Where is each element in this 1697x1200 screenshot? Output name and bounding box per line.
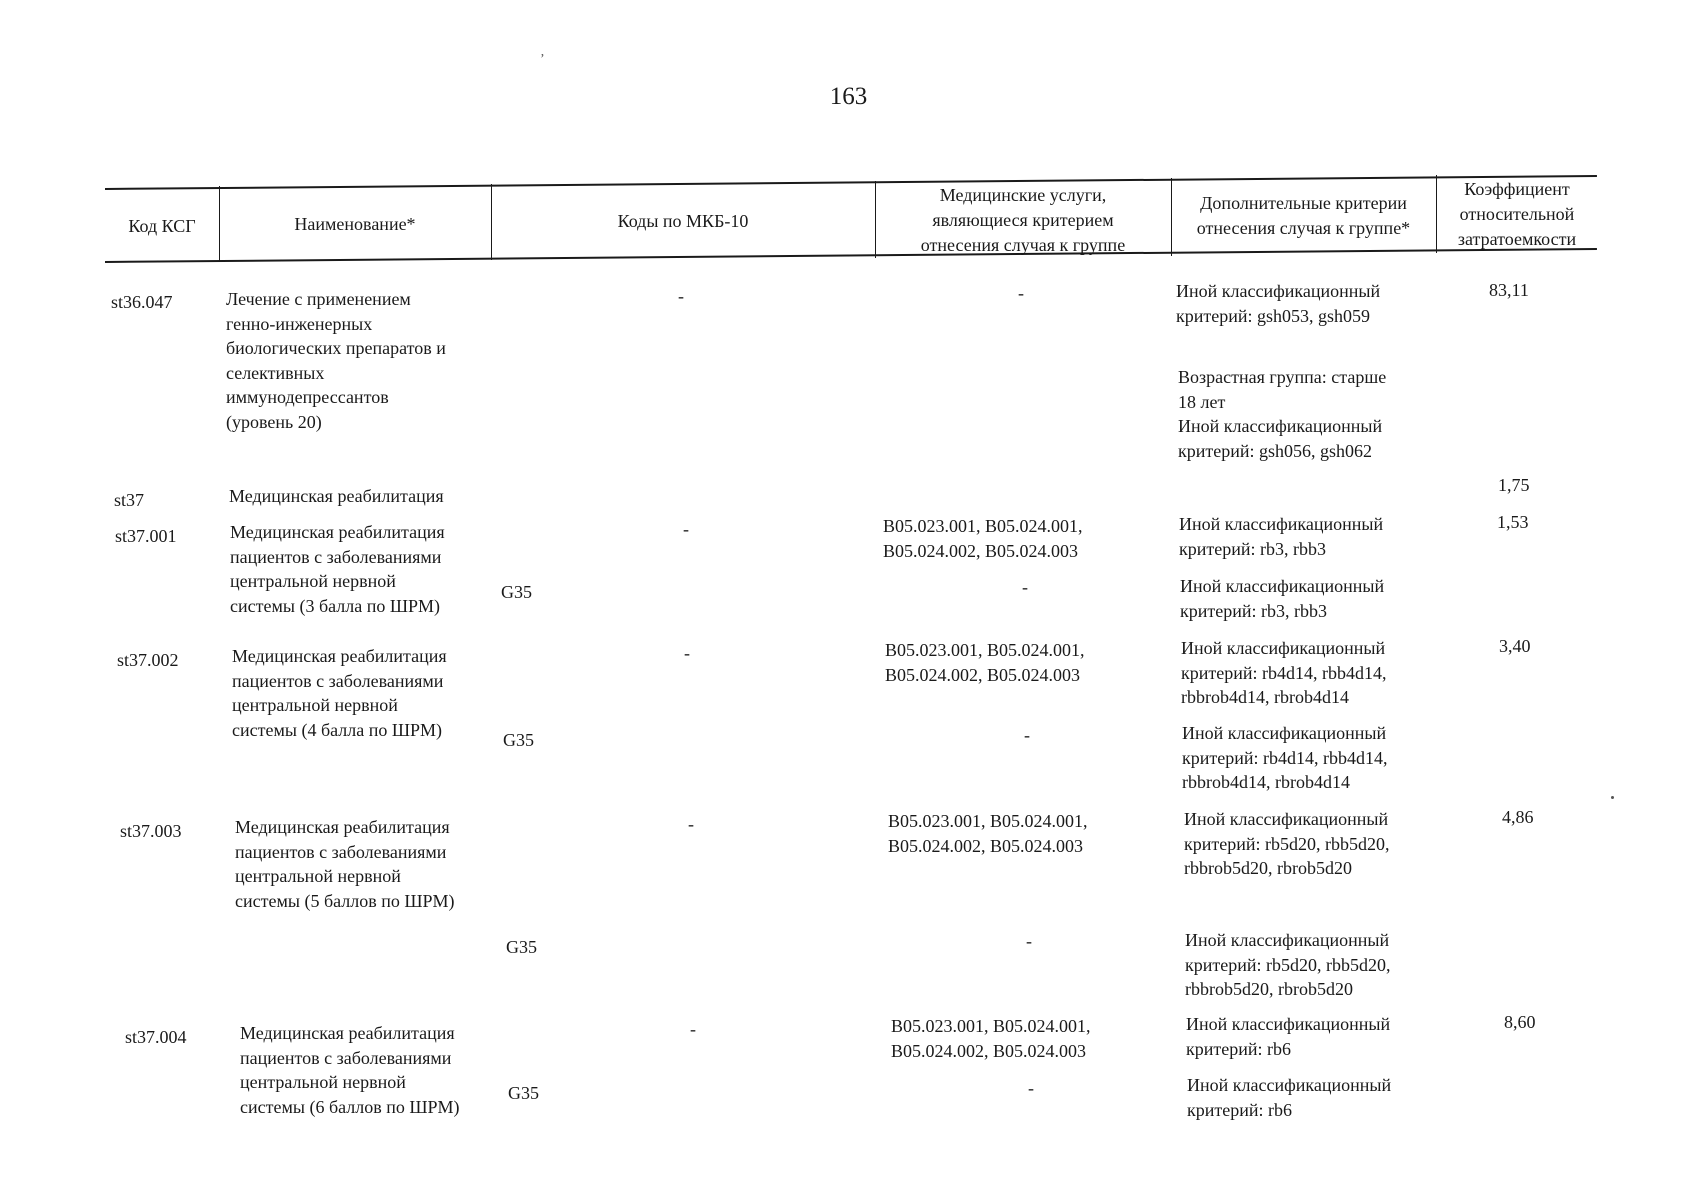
row-st37-001-code: st37.001 <box>115 526 177 546</box>
row-st36-047-icd: - <box>678 286 684 306</box>
row-st37-001-icd-2: G35 <box>501 582 532 602</box>
row-st37-004-name: Медицинская реабилитация пациентов с заболеваниями центральной нервной системы (6 баллов по ШРМ) <box>240 1023 460 1117</box>
row-st37-002-code: st37.002 <box>117 650 179 670</box>
row-st37-code: st37 <box>114 490 145 510</box>
row-st37-004-icd-2: G35 <box>508 1083 539 1103</box>
page-number: 163 <box>829 83 868 110</box>
table-top-rule <box>105 175 1597 190</box>
row-st37-002-icd-2: G35 <box>503 730 534 750</box>
row-st37-001-criteria-2: Иной классификационный критерий: rb3, rbb3 <box>1180 576 1385 621</box>
row-st37-coef: 1,75 <box>1498 475 1530 495</box>
header-name: Наименование* <box>294 214 416 234</box>
row-st37-003-name: Медицинская реабилитация пациентов с заболеваниями центральной нервной системы (5 баллов по ШРМ) <box>235 817 455 911</box>
row-st37-002-name: Медицинская реабилитация пациентов с заболеваниями центральной нервной системы (4 балла по ШРМ) <box>232 646 447 740</box>
row-st37-001-services-1: B05.023.001, B05.024.001, B05.024.002, B05.024.003 <box>883 516 1083 561</box>
stray-dot <box>1611 796 1614 799</box>
row-st37-004-criteria-2: Иной классификационный критерий: rb6 <box>1187 1075 1392 1120</box>
row-st37-004-code: st37.004 <box>125 1027 187 1047</box>
row-st36-047-services: - <box>1018 283 1024 303</box>
row-st37-003-criteria-2: Иной классификационный критерий: rb5d20, rbb5d20, rbbrob5d20, rbrob5d20 <box>1185 930 1391 999</box>
row-st37-003-services-1: B05.023.001, B05.024.001, B05.024.002, B05.024.003 <box>888 811 1088 856</box>
row-st37-002-criteria-1: Иной классификационный критерий: rb4d14, rbb4d14, rbbrob4d14, rbrob4d14 <box>1181 638 1387 707</box>
header-icd-codes: Коды по МКБ-10 <box>617 211 749 231</box>
stray-mark: ʼ <box>540 52 545 67</box>
row-st37-001-name: Медицинская реабилитация пациентов с заболеваниями центральной нервной системы (3 балла по ШРМ) <box>230 522 445 616</box>
row-st37-002-icd-1: - <box>684 643 690 663</box>
row-st37-003-coef: 4,86 <box>1502 807 1534 827</box>
header-extra-criteria: Дополнительные критерии отнесения случая к группе* <box>1196 193 1411 238</box>
row-st36-047-criteria-1: Иной классификационный критерий: gsh053, gsh059 <box>1176 281 1381 326</box>
header-code: Код КСГ <box>128 216 196 236</box>
row-st37-name: Медицинская реабилитация <box>229 486 444 506</box>
row-st37-001-services-2: - <box>1022 577 1028 597</box>
row-st37-001-coef: 1,53 <box>1497 512 1529 532</box>
row-st37-004-services-1: B05.023.001, B05.024.001, B05.024.002, B05.024.003 <box>891 1016 1091 1061</box>
header-coef: Коэффициент относительной затратоемкости <box>1457 179 1577 249</box>
row-st37-004-criteria-1: Иной классификационный критерий: rb6 <box>1186 1014 1391 1059</box>
row-st37-001-icd-1: - <box>683 519 689 539</box>
table-header-rule <box>105 248 1597 263</box>
row-st37-003-icd-2: G35 <box>506 937 537 957</box>
row-st37-002-coef: 3,40 <box>1499 636 1531 656</box>
row-st37-004-services-2: - <box>1028 1078 1034 1098</box>
row-st37-004-coef: 8,60 <box>1504 1012 1536 1032</box>
row-st36-047-coef: 83,11 <box>1489 280 1529 300</box>
row-st37-004-icd-1: - <box>690 1019 696 1039</box>
row-st36-047-criteria-2: Возрастная группа: старше 18 лет Иной классификационный критерий: gsh056, gsh062 <box>1178 367 1387 461</box>
row-st37-002-services-2: - <box>1024 725 1030 745</box>
row-st37-002-criteria-2: Иной классификационный критерий: rb4d14, rbb4d14, rbbrob4d14, rbrob4d14 <box>1182 723 1388 792</box>
row-st37-001-criteria-1: Иной классификационный критерий: rb3, rbb3 <box>1179 514 1384 559</box>
header-services: Медицинские услуги, являющиеся критерием отнесения случая к группе <box>920 185 1126 255</box>
row-st37-003-code: st37.003 <box>120 821 182 841</box>
row-st36-047-code: st36.047 <box>111 292 173 312</box>
row-st37-002-services-1: B05.023.001, B05.024.001, B05.024.002, B05.024.003 <box>885 640 1085 685</box>
row-st37-003-criteria-1: Иной классификационный критерий: rb5d20, rbb5d20, rbbrob5d20, rbrob5d20 <box>1184 809 1390 878</box>
row-st37-003-icd-1: - <box>688 814 694 834</box>
row-st36-047-name: Лечение с применением генно-инженерных биологических препаратов и селективных иммунодепрессантов (уровень 20) <box>226 289 446 432</box>
row-st37-003-services-2: - <box>1026 931 1032 951</box>
